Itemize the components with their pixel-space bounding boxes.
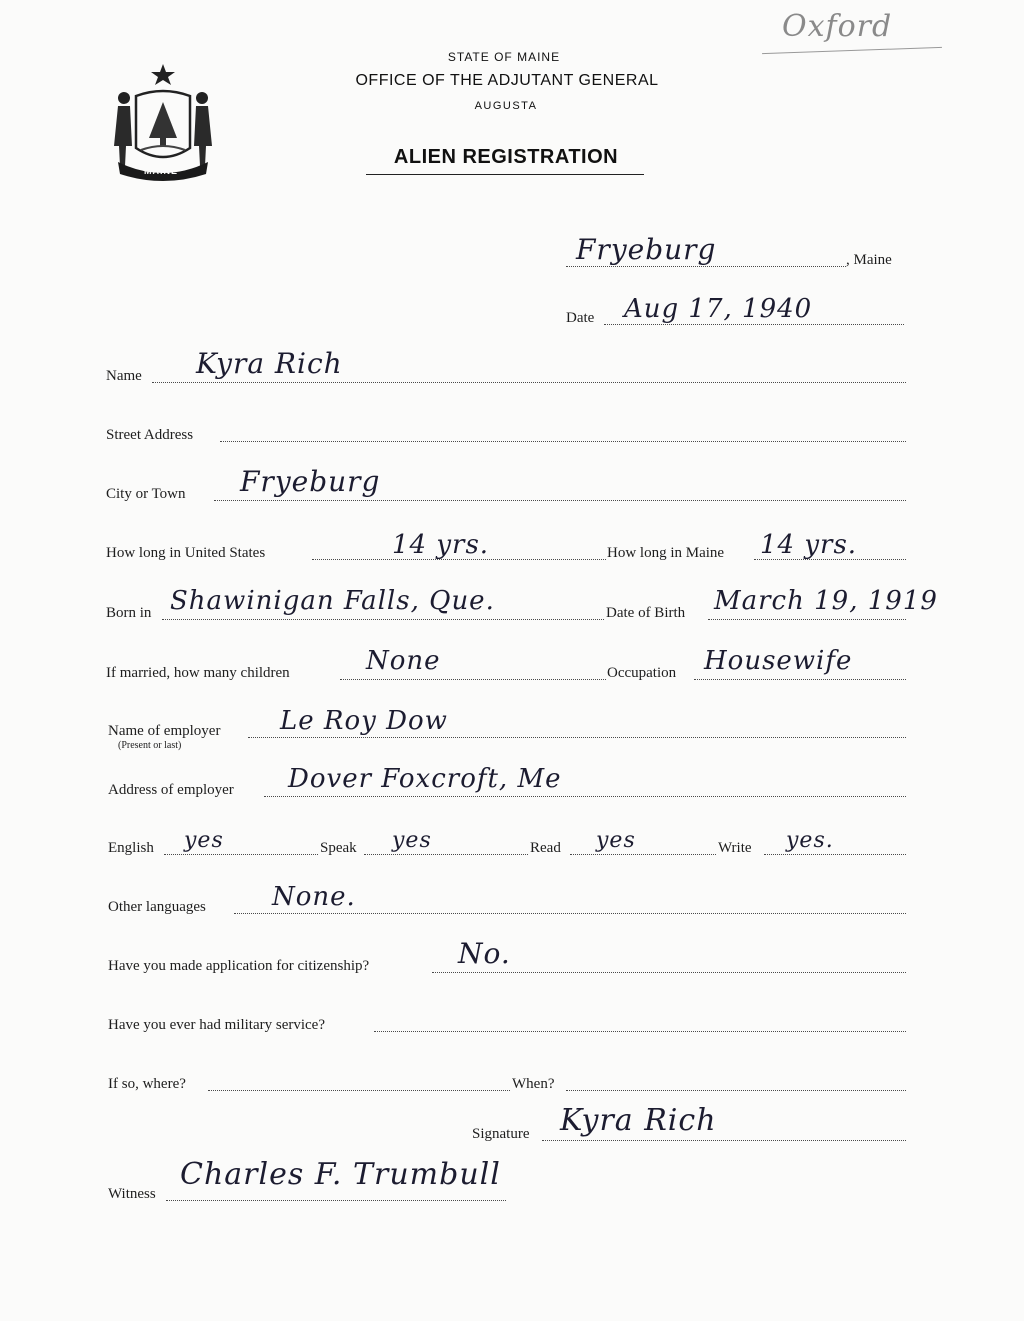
witness-label: Witness [108, 1186, 156, 1202]
write-dots [764, 854, 906, 855]
date-value: Aug 17, 1940 [624, 294, 813, 324]
born-dots [162, 619, 604, 620]
where-label: If so, where? [108, 1076, 186, 1092]
dob-dots [708, 619, 906, 620]
header-city: AUGUSTA [474, 100, 538, 112]
town-suffix: , Maine [846, 252, 892, 268]
speak-dots [364, 854, 528, 855]
date-dots [604, 324, 904, 325]
corner-note: Oxford [782, 9, 893, 44]
street-dots [220, 441, 906, 442]
page-title: ALIEN REGISTRATION [393, 146, 619, 168]
name-label: Name [106, 368, 142, 384]
read-value: yes [596, 828, 636, 853]
employer-address-label: Address of employer [108, 782, 234, 798]
employer-address-value: Dover Foxcroft, Me [288, 764, 562, 794]
speak-value: yes [392, 828, 432, 853]
born-label: Born in [106, 605, 152, 621]
witness-value: Charles F. Trumbull [180, 1157, 501, 1192]
header-state: STATE OF MAINE [447, 50, 561, 64]
english-value: yes [184, 828, 224, 853]
citizenship-label: Have you made application for citizenship? [108, 958, 370, 974]
when-dots [566, 1090, 906, 1091]
name-dots [152, 382, 906, 383]
read-dots [570, 854, 716, 855]
employer-sublabel: (Present or last) [118, 740, 182, 751]
seal-banner-label: MAINE [144, 166, 178, 176]
signature-label: Signature [472, 1126, 530, 1142]
city-label: City or Town [106, 486, 186, 502]
dob-label: Date of Birth [606, 605, 686, 621]
us-value: 14 yrs. [392, 530, 490, 560]
signature-dots [542, 1140, 906, 1141]
read-label: Read [530, 840, 561, 856]
dob-value: March 19, 1919 [714, 586, 938, 616]
write-label: Write [718, 840, 752, 856]
city-value: Fryeburg [240, 465, 381, 498]
english-dots [164, 854, 318, 855]
other-languages-label: Other languages [108, 899, 206, 915]
city-dots [214, 500, 906, 501]
children-label: If married, how many children [106, 665, 290, 681]
where-dots [208, 1090, 510, 1091]
children-dots [340, 679, 606, 680]
town-value: Fryeburg [576, 233, 717, 266]
employer-address-dots [264, 796, 906, 797]
citizenship-value: No. [458, 937, 511, 970]
write-value: yes. [786, 828, 834, 853]
maine-label: How long in Maine [607, 545, 725, 561]
us-label: How long in United States [106, 545, 266, 561]
other-languages-value: None. [272, 882, 356, 912]
speak-label: Speak [320, 840, 357, 856]
english-label: English [108, 840, 154, 856]
when-label: When? [512, 1076, 555, 1092]
signature-value: Kyra Rich [560, 1103, 717, 1138]
occupation-dots [694, 679, 906, 680]
born-value: Shawinigan Falls, Que. [170, 586, 495, 616]
maine-value: 14 yrs. [760, 530, 858, 560]
title-underline [366, 174, 644, 175]
name-value: Kyra Rich [196, 347, 343, 380]
date-label: Date [566, 310, 595, 326]
military-label: Have you ever had military service? [108, 1017, 325, 1033]
occupation-label: Occupation [607, 665, 677, 681]
employer-label: Name of employer [108, 723, 221, 739]
citizenship-dots [432, 972, 906, 973]
town-dots [566, 266, 846, 267]
military-dots [374, 1031, 906, 1032]
street-label: Street Address [106, 427, 194, 443]
employer-dots [248, 737, 906, 738]
employer-value: Le Roy Dow [280, 706, 448, 736]
occupation-value: Housewife [704, 646, 853, 676]
children-value: None [366, 646, 441, 676]
other-languages-dots [234, 913, 906, 914]
header-office: OFFICE OF THE ADJUTANT GENERAL [355, 72, 659, 89]
witness-dots [166, 1200, 506, 1201]
